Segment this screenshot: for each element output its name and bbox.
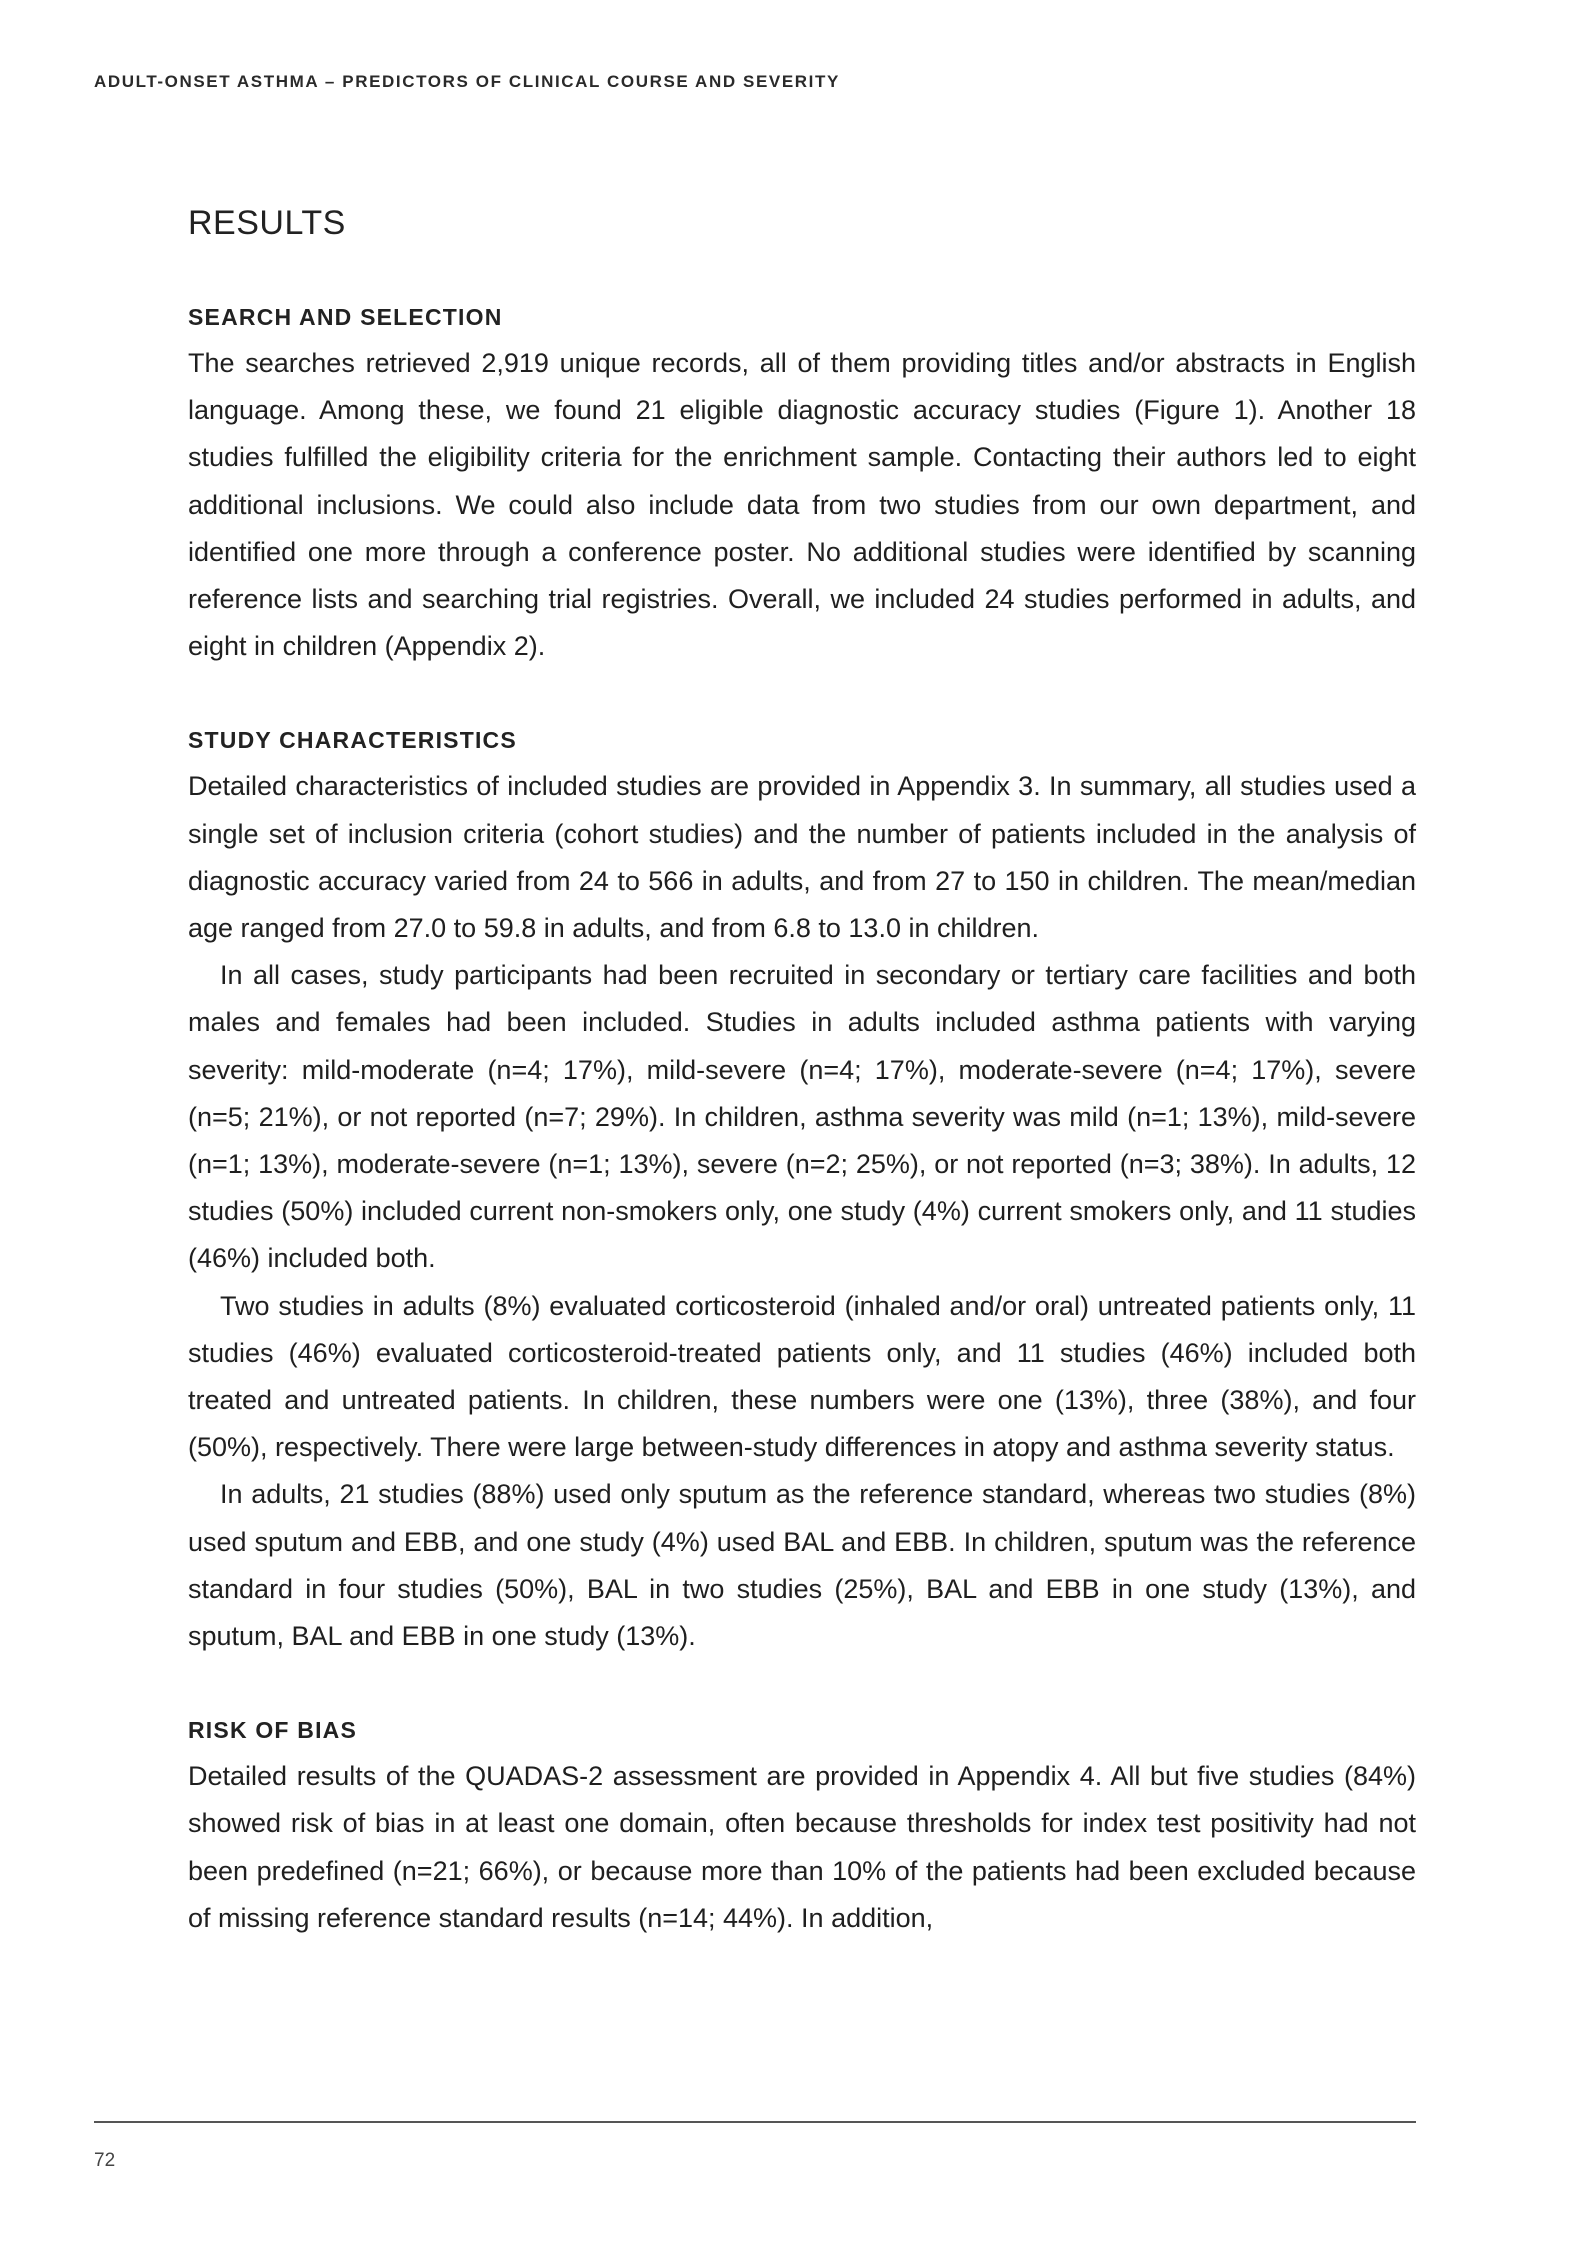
- section-study-characteristics: [188, 717, 1416, 1660]
- footer-rule: [94, 2121, 1416, 2123]
- paragraph: Detailed characteristics of included studies are provided in Appendix 3. In summary, all studies used a single set of inclusion criteria (cohort studies) and the number of patients included in the analysis of diagnostic accuracy varied from 24 to 566 in adults, and from 27 to 150 in children. The mean/median age ranged from 27.0 to 59.8 in adults, and from 6.8 to 13.0 in children.: [188, 771, 1416, 944]
- paragraph: Detailed results of the QUADAS-2 assessment are provided in Appendix 4. All but five studies (84%) showed risk of bias in at least one domain, often because thresholds for index test positivity had not been predefined (n=21; 66%), or because more than 10% of the patients had been excluded because of missing reference standard results (n=14; 44%). In addition,: [188, 1761, 1416, 1933]
- paragraph: In adults, 21 studies (88%) used only sputum as the reference standard, whereas two studies (8%) used sputum and EBB, and one study (4%) used BAL and EBB. In children, sputum was the reference standard in four studies (50%), BAL in two studies (25%), BAL and EBB in one study (13%), and sputum, BAL and EBB in one study (13%).: [188, 1479, 1416, 1652]
- paragraph: The searches retrieved 2,919 unique records, all of them providing titles and/or abstracts in English language. Among these, we found 21 eligible diagnostic accuracy studies (Figure 1). Another 18 studies fulfilled the eligibility criteria for the enrichment sample. Contacting their authors led to eight additional inclusions. We could also include data from two studies from our own department, and identified one more through a conference poster. No additional studies were identified by scanning reference lists and searching trial registries. Overall, we included 24 studies performed in adults, and eight in children (Appendix 2).: [188, 348, 1416, 662]
- section-search-and-selection: [188, 294, 1416, 670]
- main-content: [188, 200, 1416, 1942]
- section-title: RESULTS: [188, 204, 346, 242]
- section-heading: SEARCH AND SELECTION: [188, 304, 503, 330]
- paragraph: Two studies in adults (8%) evaluated corticosteroid (inhaled and/or oral) untreated patients only, 11 studies (46%) evaluated corticosteroid-treated patients only, and 11 studies (46%) included both treated and untreated patients. In children, these numbers were one (13%), three (38%), and four (50%), respectively. There were large between-study differences in atopy and asthma severity status.: [188, 1290, 1416, 1463]
- running-head: ADULT-ONSET ASTHMA – PREDICTORS OF CLINICAL COURSE AND SEVERITY: [94, 72, 840, 91]
- paragraph: In all cases, study participants had been recruited in secondary or tertiary care facilities and both males and females had been included. Studies in adults included asthma patients with varying severity: mild-moderate (n=4; 17%), mild-severe (n=4; 17%), moderate-severe (n=4; 17%), severe (n=5; 21%), or not reported (n=7; 29%). In children, asthma severity was mild (n=1; 13%), mild-severe (n=1; 13%), moderate-severe (n=1; 13%), severe (n=2; 25%), or not reported (n=3; 38%). In adults, 12 studies (50%) included current non-smokers only, one study (4%) current smokers only, and 11 studies (46%) included both.: [188, 960, 1416, 1274]
- section-heading: RISK OF BIAS: [188, 1717, 358, 1744]
- page-number: 72: [94, 2150, 116, 2171]
- section-heading: STUDY CHARACTERISTICS: [188, 727, 517, 754]
- section-risk-of-bias: [188, 1707, 1416, 1942]
